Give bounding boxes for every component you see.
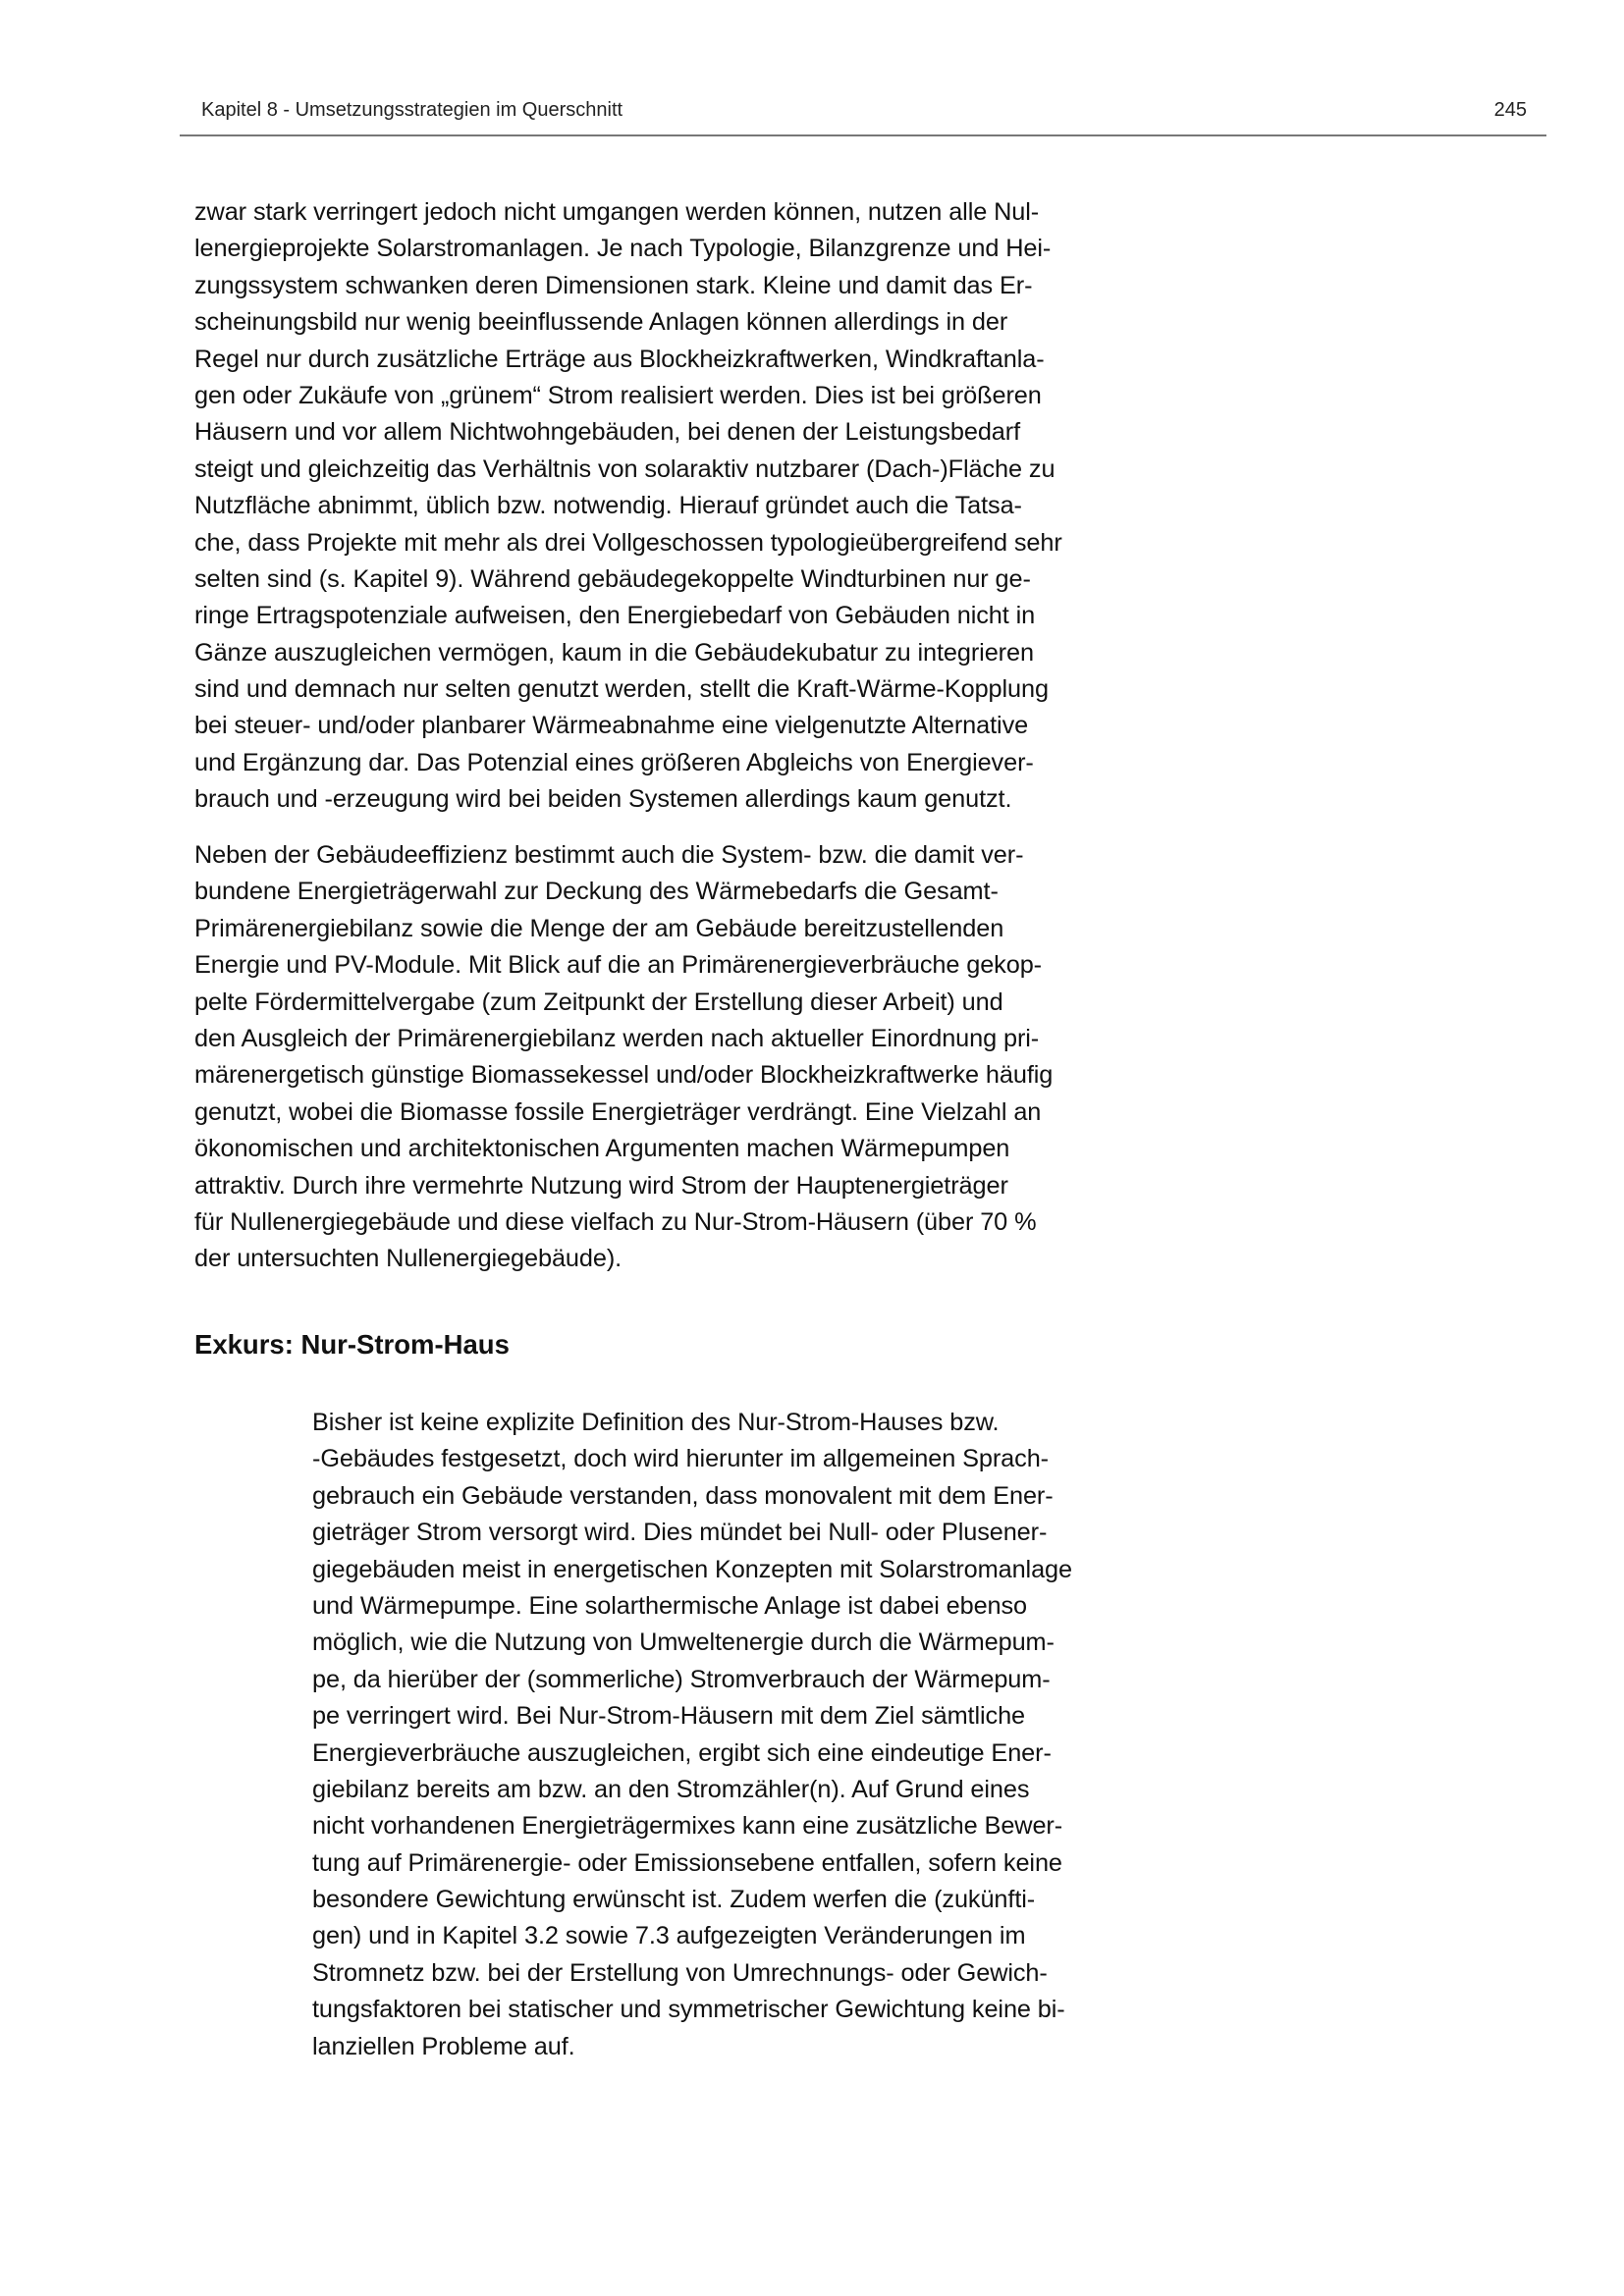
text-line: bei steuer- und/oder planbarer Wärmeabnahme eine vielgenutzte Alternative bbox=[194, 712, 1029, 740]
text-line: gebrauch ein Gebäude verstanden, dass monovalent mit dem Ener- bbox=[312, 1481, 1054, 1510]
body-paragraph-2 bbox=[194, 837, 1176, 1278]
text-line: Energieverbräuche auszugleichen, ergibt sich eine eindeutige Ener- bbox=[312, 1738, 1052, 1767]
text-line: Regel nur durch zusätzliche Erträge aus Blockheizkraftwerken, Windkraftanla- bbox=[194, 345, 1045, 373]
excursus-text bbox=[312, 1405, 1176, 2065]
text-line: besondere Gewichtung erwünscht ist. Zudem werfen die (zukünfti- bbox=[312, 1886, 1036, 1914]
page-number: 245 bbox=[1493, 99, 1527, 121]
text-line: lanziellen Probleme auf. bbox=[312, 2032, 575, 2060]
text-line: der untersuchten Nullenergiegebäude). bbox=[194, 1245, 623, 1273]
text-line: zwar stark verringert jedoch nicht umgangen werden können, nutzen alle Nul- bbox=[194, 198, 1040, 226]
text-line: Stromnetz bzw. bei der Erstellung von Umrechnungs- oder Gewich- bbox=[312, 1958, 1048, 1987]
text-line: und Ergänzung dar. Das Potenzial eines größeren Abgleichs von Energiever- bbox=[194, 748, 1034, 776]
page-header bbox=[180, 93, 1546, 136]
text-line: genutzt, wobei die Biomasse fossile Energieträger verdrängt. Eine Vielzahl an bbox=[194, 1097, 1042, 1126]
text-line: und Wärmepumpe. Eine solarthermische Anlage ist dabei ebenso bbox=[312, 1591, 1028, 1620]
text-line: pe, da hierüber der (sommerliche) Stromverbrauch der Wärmepum- bbox=[312, 1665, 1051, 1693]
text-line: pelte Fördermittelvergabe (zum Zeitpunkt der Erstellung dieser Arbeit) und bbox=[194, 988, 1003, 1016]
text-line: scheinungsbild nur wenig beeinflussende Anlagen können allerdings in der bbox=[194, 308, 1008, 337]
text-line: Gänze auszugleichen vermögen, kaum in die Gebäudekubatur zu integrieren bbox=[194, 638, 1034, 667]
text-line: steigt und gleichzeitig das Verhältnis von solaraktiv nutzbarer (Dach-)Fläche zu bbox=[194, 454, 1056, 483]
text-line: giebilanz bereits am bzw. an den Stromzähler(n). Auf Grund eines bbox=[312, 1775, 1030, 1803]
text-line: attraktiv. Durch ihre vermehrte Nutzung wird Strom der Hauptenergieträger bbox=[194, 1171, 1008, 1200]
text-line: den Ausgleich der Primärenergiebilanz werden nach aktueller Einordnung pri- bbox=[194, 1024, 1040, 1052]
text-line: gen) und in Kapitel 3.2 sowie 7.3 aufgezeigten Veränderungen im bbox=[312, 1922, 1026, 1950]
text-line: Nutzfläche abnimmt, üblich bzw. notwendig. Hierauf gründet auch die Tatsa- bbox=[194, 492, 1022, 520]
running-header-title: Kapitel 8 - Umsetzungsstrategien im Querschnitt bbox=[201, 99, 623, 121]
text-line: tungsfaktoren bei statischer und symmetrischer Gewichtung keine bi- bbox=[312, 1996, 1065, 2024]
body-paragraph-1 bbox=[194, 194, 1176, 819]
text-line: gieträger Strom versorgt wird. Dies mündet bei Null- oder Plusener- bbox=[312, 1519, 1048, 1547]
text-line: Häusern und vor allem Nichtwohngebäuden, bei denen der Leistungsbedarf bbox=[194, 418, 1021, 447]
text-line: gen oder Zukäufe von „grünem“ Strom realisiert werden. Dies ist bei größeren bbox=[194, 381, 1042, 409]
text-line: brauch und -erzeugung wird bei beiden Systemen allerdings kaum genutzt. bbox=[194, 785, 1012, 814]
text-line: Energie und PV-Module. Mit Blick auf die an Primärenergieverbräuche gekop- bbox=[194, 951, 1042, 980]
text-line: Neben der Gebäudeeffizienz bestimmt auch die System- bzw. die damit ver- bbox=[194, 841, 1024, 869]
text-line: märenergetisch günstige Biomassekessel und/oder Blockheizkraftwerke häufig bbox=[194, 1061, 1054, 1090]
text-line: zungssystem schwanken deren Dimensionen stark. Kleine und damit das Er- bbox=[194, 271, 1033, 299]
text-line: für Nullenergiegebäude und diese vielfach zu Nur-Strom-Häusern (über 70 % bbox=[194, 1207, 1037, 1236]
section-heading: Exkurs: Nur-Strom-Haus bbox=[194, 1329, 510, 1360]
text-line: lenergieprojekte Solarstromanlagen. Je nach Typologie, Bilanzgrenze und Hei- bbox=[194, 235, 1052, 263]
text-line: ökonomischen und architektonischen Argumenten machen Wärmepumpen bbox=[194, 1135, 1010, 1163]
text-line: möglich, wie die Nutzung von Umweltenergie durch die Wärmepum- bbox=[312, 1629, 1055, 1657]
text-line: Primärenergiebilanz sowie die Menge der am Gebäude bereitzustellenden bbox=[194, 914, 1004, 942]
text-line: nicht vorhandenen Energieträgermixes kann eine zusätzliche Bewer- bbox=[312, 1812, 1063, 1841]
text-line: selten sind (s. Kapitel 9). Während gebäudegekoppelte Windturbinen nur ge- bbox=[194, 564, 1031, 593]
text-line: sind und demnach nur selten genutzt werden, stellt die Kraft-Wärme-Kopplung bbox=[194, 675, 1049, 704]
text-line: che, dass Projekte mit mehr als drei Vollgeschossen typologieübergreifend sehr bbox=[194, 528, 1062, 557]
text-line: Bisher ist keine explizite Definition des Nur-Strom-Hauses bzw. bbox=[312, 1409, 1000, 1436]
text-line: pe verringert wird. Bei Nur-Strom-Häusern mit dem Ziel sämtliche bbox=[312, 1702, 1026, 1731]
text-line: giegebäuden meist in energetischen Konzepten mit Solarstromanlage bbox=[312, 1555, 1072, 1583]
text-line: ringe Ertragspotenziale aufweisen, den Energiebedarf von Gebäuden nicht in bbox=[194, 602, 1036, 630]
text-line: bundene Energieträgerwahl zur Deckung des Wärmebedarfs die Gesamt- bbox=[194, 878, 999, 906]
text-line: tung auf Primärenergie- oder Emissionsebene entfallen, sofern keine bbox=[312, 1848, 1062, 1877]
text-line: -Gebäudes festgesetzt, doch wird hierunter im allgemeinen Sprach- bbox=[312, 1445, 1049, 1473]
